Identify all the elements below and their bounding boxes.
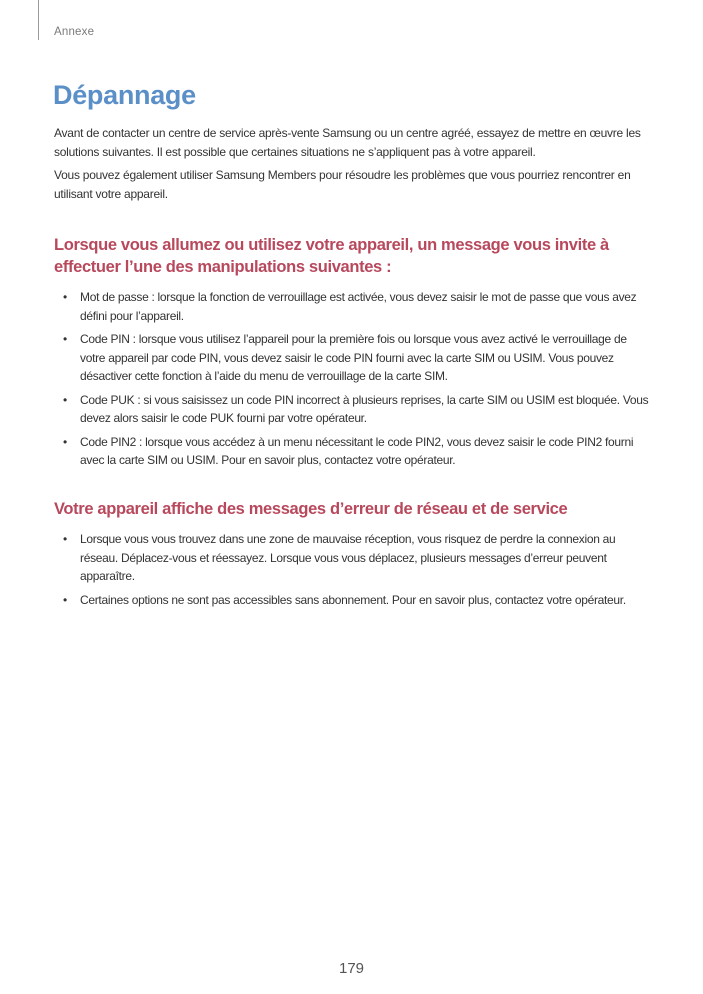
section-heading: Votre appareil affiche des messages d’erreur de réseau et de service xyxy=(54,500,568,518)
list-item xyxy=(54,391,650,428)
list-item xyxy=(54,530,650,586)
bullet-icon: • xyxy=(63,592,67,607)
list-item-text: Code PIN : lorsque vous utilisez l’appareil pour la première fois ou lorsque vous avez activé le verrouillage de votre appareil par code PIN, vous devez saisir le code PIN fourni avec la carte SIM ou USIM. Vous pouvez désactiver cette fonction à l’aide du menu de verrouillage de la carte SIM. xyxy=(80,332,627,383)
list-item xyxy=(54,591,650,610)
header-divider xyxy=(38,0,39,40)
list-item xyxy=(54,288,650,325)
intro-block xyxy=(54,124,650,208)
section-heading: Lorsque vous allumez ou utilisez votre appareil, un message vous invite à effectuer l’une des manipulations suivantes : xyxy=(54,236,609,276)
list-item-text: Certaines options ne sont pas accessibles sans abonnement. Pour en savoir plus, contactez votre opérateur. xyxy=(80,592,626,607)
list-item xyxy=(54,330,650,386)
intro-paragraph: Vous pouvez également utiliser Samsung Members pour résoudre les problèmes que vous pourriez rencontrer en utilisant votre appareil. xyxy=(54,168,631,201)
list-item xyxy=(54,433,650,470)
page-number: 179 xyxy=(338,960,365,977)
intro-paragraph: Avant de contacter un centre de service après-vente Samsung ou un centre agréé, essayez de mettre en œuvre les solutions suivantes. Il est possible que certaines situations ne s’appliquent pas à votre appareil. xyxy=(54,126,641,159)
bullet-icon: • xyxy=(63,332,67,346)
section-network-errors xyxy=(54,498,650,614)
page-title: Dépannage xyxy=(53,80,196,110)
bullet-icon: • xyxy=(63,532,67,546)
list-item-text: Lorsque vous vous trouvez dans une zone de mauvaise réception, vous risquez de perdre la connexion au réseau. Déplacez-vous et réessayez. Lorsque vous vous déplacez, plusieurs messages d’erreur peuvent apparaître. xyxy=(80,532,616,583)
list-item-text: Code PIN2 : lorsque vous accédez à un menu nécessitant le code PIN2, vous devez saisir le code PIN2 fourni avec la carte SIM ou USIM. Pour en savoir plus, contactez votre opérateur. xyxy=(80,434,634,467)
section-label: Annexe xyxy=(54,26,95,38)
list-item-text: Mot de passe : lorsque la fonction de verrouillage est activée, vous devez saisir le mot de passe que vous avez défini pour l’appareil. xyxy=(80,290,637,323)
bullet-icon: • xyxy=(63,290,67,304)
list-item-text: Code PUK : si vous saisissez un code PIN incorrect à plusieurs reprises, la carte SIM ou USIM est bloquée. Vous devez alors saisir le code PUK fourni par votre opérateur. xyxy=(80,392,649,425)
bullet-list xyxy=(54,530,650,609)
bullet-icon: • xyxy=(63,392,67,407)
bullet-list xyxy=(54,288,650,470)
section-unlock-prompts xyxy=(54,234,650,475)
bullet-icon: • xyxy=(63,434,67,449)
